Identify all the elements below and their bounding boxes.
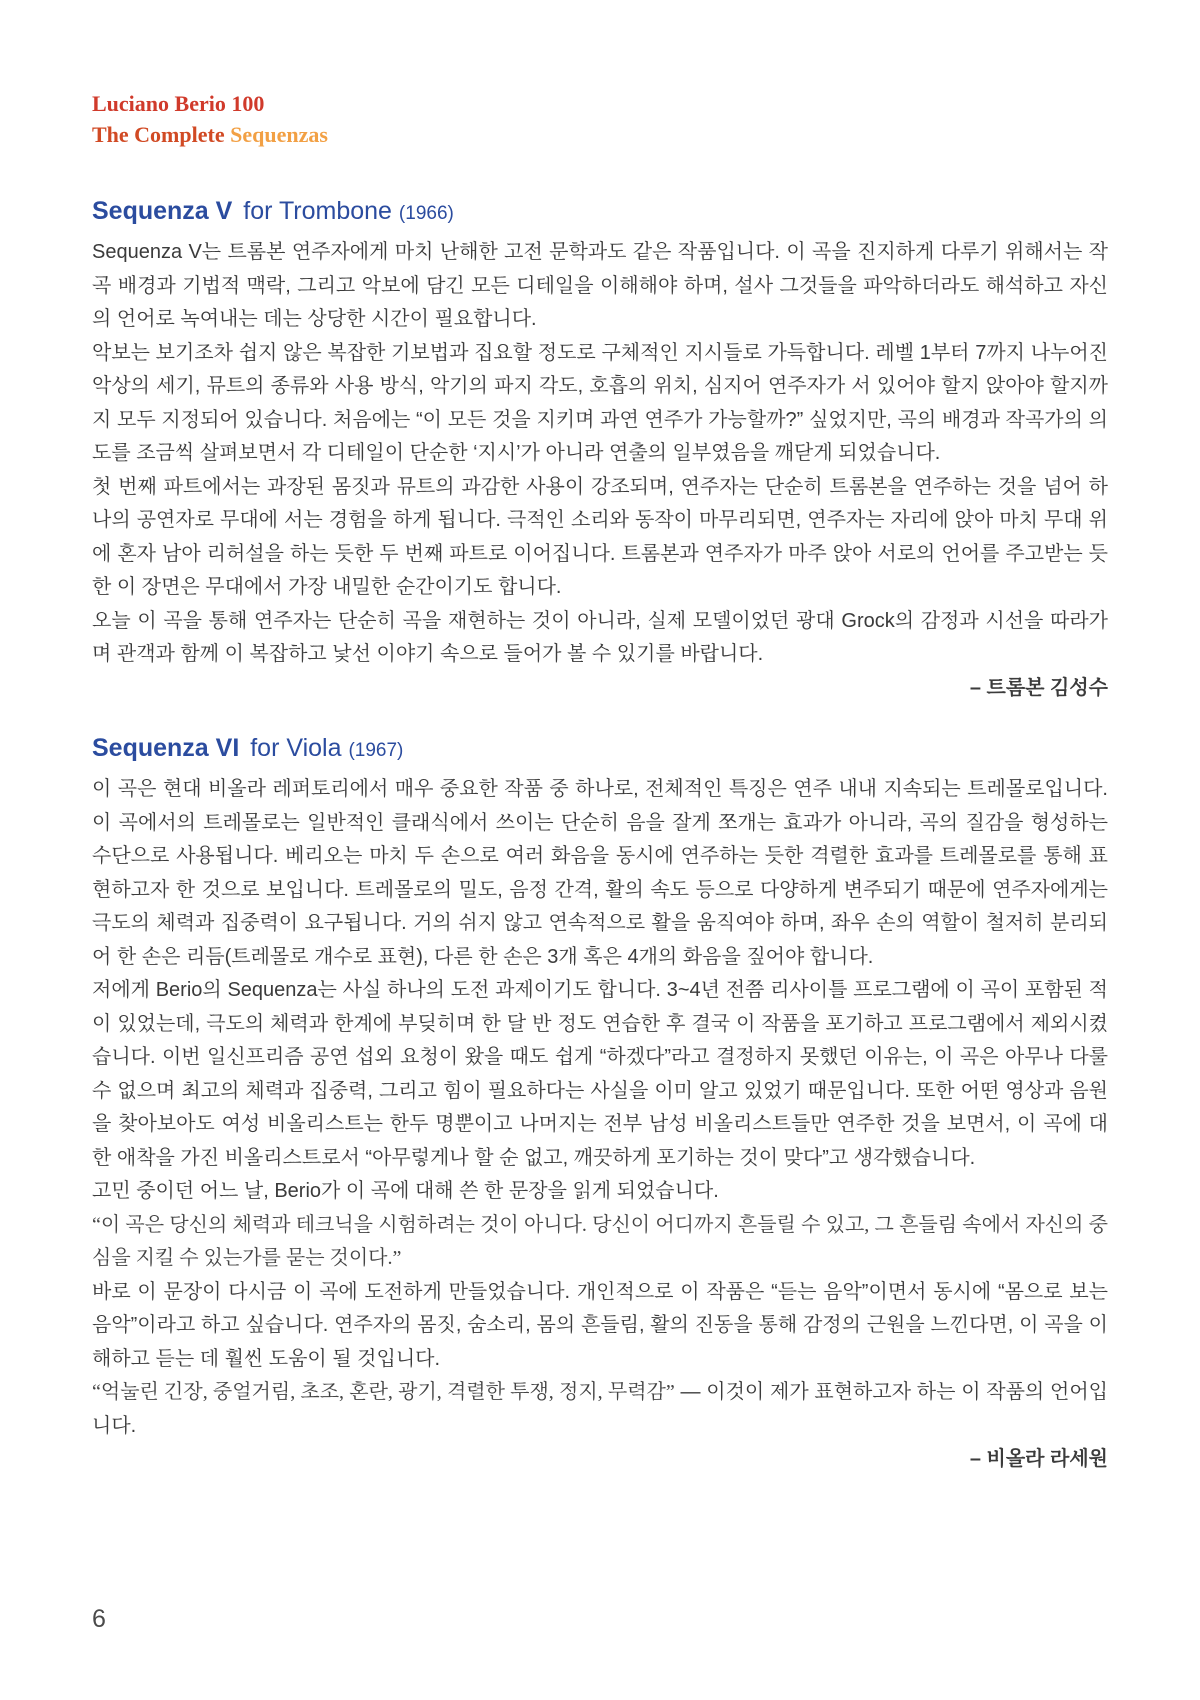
- section-title-main: Sequenza VI: [92, 734, 240, 762]
- paragraph: 첫 번째 파트에서는 과장된 몸짓과 뮤트의 과감한 사용이 강조되며, 연주자는 단순히 트롬본을 연주하는 것을 넘어 하나의 공연자로 무대에 서는 경험을 하게 됩니다. 극적인 소리와 동작이 마무리되면, 연주자는 자리에 앉아 마치 무대 위에 혼자 남아 리허설을 하는 듯한 두 번째 파트로 이어집니다. 트롬본과 연주자가 마주 앉아 서로의 언어를 주고받는 듯한 이 장면은 무대에서 가장 내밀한 순간이기도 합니다.: [92, 475, 1108, 598]
- section-title-sub: for Viola: [250, 734, 342, 762]
- attribution-trombone: – 트롬본 김성수: [969, 676, 1108, 699]
- attribution-viola: – 비올라 라세원: [969, 1448, 1108, 1470]
- expression-quote-rest: — 이것이 제가 표현하고자 하는 이 작품의 언어입니다.: [92, 1381, 1108, 1437]
- paragraph: 바로 이 문장이 다시금 이 곡에 도전하게 만들었습니다. 개인적으로 이 작품은 “듣는 음악”이면서 동시에 “몸으로 보는 음악”이라고 하고 싶습니다. 연주자의 몸짓, 숨소리, 몸의 흔들림, 활의 진동을 통해 감정의 근원을 느낀다면, 이 곡을 이해하고 듣는 데 훨씬 도움이 될 것입니다.: [92, 1280, 1108, 1370]
- brand-title: Luciano Berio 100: [92, 91, 265, 116]
- brand-subtitle-red: The Complete: [92, 122, 231, 147]
- paragraph: 악보는 보기조차 쉽지 않은 복잡한 기보법과 집요할 정도로 구체적인 지시들로 가득합니다. 레벨 1부터 7까지 나누어진 악상의 세기, 뮤트의 종류와 사용 방식, 악기의 파지 각도, 호흡의 위치, 심지어 연주자가 서 있어야 할지 앉아야 할지까지 모두 지정되어 있습니다. 처음에는 “이 모든 것을 지키며 과연 연주가 가능할까?” 싶었지만, 곡의 배경과 작곡가의 의도를 조금씩 살펴보면서 각 디테일이 단순한 ‘지시’가 아니라 연출의 일부였음을 깨닫게 되었습니다.: [92, 341, 1108, 464]
- expression-quote: “억눌린 긴장, 중얼거림, 초조, 혼란, 광기, 격렬한 투쟁, 정지, 무력감”: [92, 1381, 675, 1403]
- brand-subtitle: [92, 119, 1108, 150]
- section-title-main: Sequenza V: [92, 197, 233, 225]
- section-title-sequenza-v: [92, 194, 1108, 231]
- berio-quote: “이 곡은 당신의 체력과 테크닉을 시험하려는 것이 아니다. 당신이 어디까지 흔들릴 수 있고, 그 흔들림 속에서 자신의 중심을 지킬 수 있는가를 묻는 것이다.”: [92, 1213, 1108, 1269]
- paragraph: 오늘 이 곡을 통해 연주자는 단순히 곡을 재현하는 것이 아니라, 실제 모델이었던 광대 Grock의 감정과 시선을 따라가며 관객과 함께 이 복잡하고 낯선 이야기 속으로 들어가 볼 수 있기를 바랍니다.: [92, 609, 1108, 665]
- section-title-sub: for Trombone: [243, 197, 392, 225]
- paragraph: 저에게 Berio의 Sequenza는 사실 하나의 도전 과제이기도 합니다. 3~4년 전쯤 리사이틀 프로그램에 이 곡이 포함된 적이 있었는데, 극도의 체력과 한계에 부딪히며 한 달 반 정도 연습한 후 결국 이 작품을 포기하고 프로그램에서 제외시켰습니다. 이번 일신프리즘 공연 섭외 요청이 왔을 때도 쉽게 “하겠다”라고 결정하지 못했던 이유는, 이 곡은 아무나 다룰 수 없으며 최고의 체력과 집중력, 그리고 힘이 필요하다는 사실을 이미 알고 있었기 때문입니다. 또한 어떤 영상과 음원을 찾아보아도 여성 비올리스트는 한두 명뿐이고 나머지는 전부 남성 비올리스트들만 연주한 것을 보면서, 이 곡에 대한 애착을 가진 비올리스트로서 “아무렇게나 할 순 없고, 깨끗하게 포기하는 것이 맞다”고 생각했습니다.: [92, 979, 1108, 1169]
- paragraph: 고민 중이던 어느 날, Berio가 이 곡에 대해 쓴 한 문장을 읽게 되었습니다.: [92, 1180, 719, 1202]
- page-content: [92, 88, 1108, 1477]
- paragraph: 이 곡은 현대 비올라 레퍼토리에서 매우 중요한 작품 중 하나로, 전체적인 특징은 연주 내내 지속되는 트레몰로입니다. 이 곡에서의 트레몰로는 일반적인 클래식에서 쓰이는 단순히 음을 잘게 쪼개는 효과가 아니라, 곡의 질감을 형성하는 수단으로 사용됩니다. 베리오는 마치 두 손으로 여러 화음을 동시에 연주하는 듯한 격렬한 효과를 트레몰로를 통해 표현하고자 한 것으로 보입니다. 트레몰로의 밀도, 음정 간격, 활의 속도 등으로 다양하게 변주되기 때문에 연주자에게는 극도의 체력과 집중력이 요구됩니다. 거의 쉬지 않고 연속적으로 활을 움직여야 하며, 좌우 손의 역할이 철저히 분리되어 한 손은 리듬(트레몰로 개수로 표현), 다른 한 손은 3개 혹은 4개의 화음을 짚어야 합니다.: [92, 778, 1108, 968]
- section-title-year: (1967): [348, 740, 404, 761]
- section-body: [92, 236, 1108, 672]
- section-title-sequenza-vi: [92, 731, 1108, 768]
- section-title-year: (1966): [398, 203, 454, 224]
- page-number: 6: [92, 1605, 106, 1633]
- brand-header: [92, 88, 1108, 150]
- paragraph: Sequenza V는 트롬본 연주자에게 마치 난해한 고전 문학과도 같은 작품입니다. 이 곡을 진지하게 다루기 위해서는 작곡 배경과 기법적 맥락, 그리고 악보에 담긴 모든 디테일을 이해해야 하며, 설사 그것들을 파악하더라도 해석하고 자신의 언어로 녹여내는 데는 상당한 시간이 필요합니다.: [92, 241, 1108, 330]
- closing-line: [92, 1376, 1108, 1443]
- section-body: [92, 773, 1108, 1443]
- brand-subtitle-orange: Sequenzas: [230, 122, 328, 147]
- section-sequenza-v: [92, 194, 1108, 705]
- section-sequenza-vi: [92, 731, 1108, 1477]
